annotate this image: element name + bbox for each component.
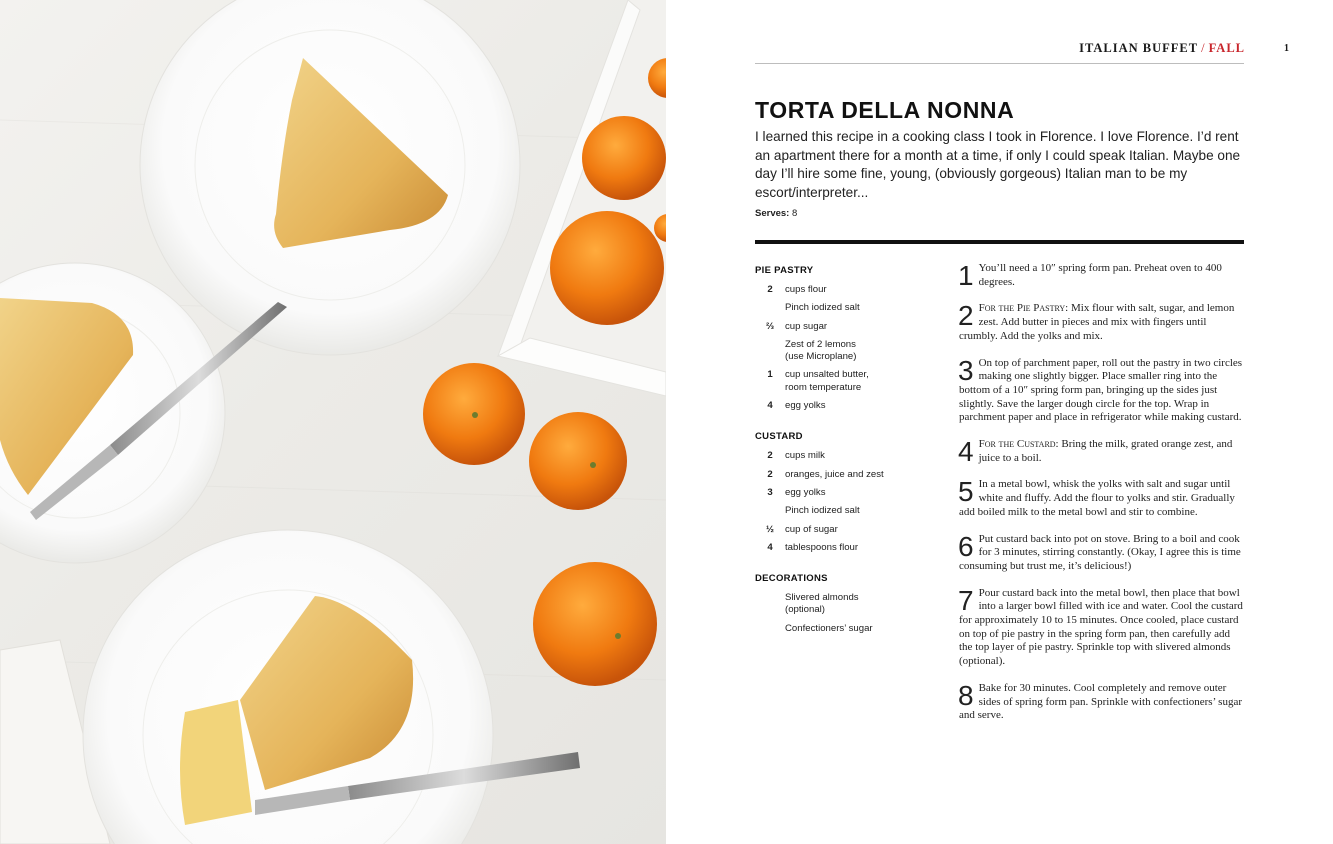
section-divider xyxy=(755,240,1244,244)
step-text: Pour custard back into the metal bowl, then place that bowl into a larger bowl filled with ice and water. Cool the custard for approximately 10 to 15 minutes. Once cooled, place custard on top of pie pastry in the spring form pan, then carefully add the top layer of pie pastry. Sprinkle top with slivered almonds (optional). xyxy=(959,586,1243,668)
ingredient-qty xyxy=(755,623,785,635)
step-text: In a metal bowl, whisk the yolks with salt and sugar until white and fluffy. Add the flour to yolks and stir. Gradually add boiled milk to the metal bowl and stir to combine. xyxy=(959,478,1235,518)
ingredient-name: cup sugar xyxy=(785,320,828,332)
method-steps xyxy=(959,262,1244,736)
method-step xyxy=(959,262,1244,289)
step-number: 1 xyxy=(958,260,974,291)
ingredients-list xyxy=(755,265,955,654)
ingredient-group-heading: PIE PASTRY xyxy=(755,265,814,276)
ingredient-qty xyxy=(755,302,785,314)
step-text: On top of parchment paper, roll out the pastry in two circles making one slightly bigger. Place smaller ring into the bottom of a 10″ spring form pan, bringing up the sides just slightly. Save the larger dough circle for the top. Wrap in parchment paper and place in refrigerator while making custard. xyxy=(959,356,1243,424)
ingredient-name: cups flour xyxy=(785,284,827,295)
ingredient-qty: 4 xyxy=(767,400,773,412)
white-tray-icon xyxy=(498,0,666,396)
ingredient-qty xyxy=(755,505,785,517)
method-step xyxy=(959,302,1244,343)
ingredient-row xyxy=(755,623,955,635)
ingredient-name: cup of sugar xyxy=(785,523,838,535)
ingredient-group-heading: CUSTARD xyxy=(755,431,803,443)
ingredient-row xyxy=(755,487,955,499)
step-number: 5 xyxy=(958,476,974,508)
ingredient-name: cup unsalted butter, room temperature xyxy=(785,369,869,393)
ingredient-row xyxy=(755,592,955,617)
serves-value: 8 xyxy=(791,208,798,219)
ingredient-qty: ½ xyxy=(765,523,774,535)
ingredient-name: cups milk xyxy=(785,450,825,462)
ingredient-name: Slivered almonds (optional) xyxy=(785,592,859,616)
ingredient-row xyxy=(755,339,955,364)
section-title: ITALIAN BUFFET xyxy=(1079,41,1199,55)
ingredient-qty: 2 xyxy=(767,284,773,295)
step-number: 6 xyxy=(958,530,974,562)
method-step xyxy=(958,354,1244,426)
recipe-page xyxy=(666,0,1333,844)
step-number: 4 xyxy=(958,436,974,468)
running-head xyxy=(1079,41,1245,56)
method-step xyxy=(958,679,1244,723)
step-lead: For the Pie Pastry: xyxy=(978,302,1069,315)
ingredient-name: oranges, juice and zest xyxy=(785,468,884,480)
step-text: Bring the milk, grated orange zest, and juice to a boil. xyxy=(978,438,1233,464)
recipe-photo xyxy=(0,0,666,844)
ingredient-group-heading: DECORATIONS xyxy=(755,573,828,585)
recipe-intro: I learned this recipe in a cooking class I took in Florence. I love Florence. I’d rent an apartment there for a month at a time, if only I could speak Italian. Maybe one day I’ll hire some fine, young, (obviously gorgeous) Italian man to be my escort/interpreter... xyxy=(755,129,1241,200)
ingredient-row xyxy=(755,542,955,554)
ingredient-qty: 2 xyxy=(767,450,773,462)
ingredient-name: Confectioners’ sugar xyxy=(785,622,873,634)
step-lead: For the Custard: xyxy=(978,438,1059,451)
serves-line xyxy=(755,208,797,219)
ingredient-qty: 4 xyxy=(767,541,773,553)
method-step xyxy=(958,436,1244,468)
step-number: 2 xyxy=(958,300,974,332)
step-number: 3 xyxy=(958,354,974,386)
serves-label: Serves: xyxy=(755,208,790,219)
ingredient-qty: 1 xyxy=(767,369,773,381)
ingredient-row xyxy=(755,400,955,412)
ingredient-row xyxy=(755,284,955,296)
ingredient-row xyxy=(755,369,955,394)
method-step xyxy=(959,478,1244,519)
ingredient-group-pie-pastry xyxy=(755,265,955,412)
photo-illustration xyxy=(0,0,666,844)
step-number: 8 xyxy=(958,679,974,711)
header-rule xyxy=(755,63,1244,64)
ingredient-name: egg yolks xyxy=(785,400,826,412)
ingredient-qty: ⅔ xyxy=(765,320,774,332)
ingredient-row xyxy=(755,321,955,333)
step-text: Mix flour with salt, sugar, and lemon zest. Add butter in pieces and mix with fingers until crumbly. Add the yolks and mix. xyxy=(959,302,1235,342)
ingredient-name: Zest of 2 lemons (use Microplane) xyxy=(785,338,857,363)
ingredient-row xyxy=(755,505,955,517)
season-label: FALL xyxy=(1208,41,1245,55)
method-step xyxy=(958,530,1244,574)
ingredient-qty: 2 xyxy=(767,468,773,480)
ingredient-row xyxy=(755,450,955,462)
ingredient-group-decorations xyxy=(755,573,955,635)
ingredient-qty: 3 xyxy=(767,486,773,498)
ingredient-row xyxy=(755,469,955,481)
ingredient-name: Pinch iodized salt xyxy=(785,505,860,517)
step-text: You’ll need a 10″ spring form pan. Preheat oven to 400 degrees. xyxy=(978,262,1222,288)
ingredient-name: tablespoons flour xyxy=(785,541,859,553)
step-number: 7 xyxy=(958,584,974,616)
ingredient-group-custard xyxy=(755,431,955,554)
ingredient-name: Pinch iodized salt xyxy=(785,302,860,314)
ingredient-qty xyxy=(755,339,785,364)
section-separator: / xyxy=(1201,41,1206,55)
ingredient-row xyxy=(755,302,955,314)
page-number: 1 xyxy=(1284,43,1289,54)
ingredient-row xyxy=(755,524,955,536)
ingredient-name: egg yolks xyxy=(785,486,826,498)
ingredient-qty xyxy=(755,592,785,617)
recipe-title: TORTA DELLA NONNA xyxy=(755,97,1015,123)
method-step xyxy=(958,584,1244,669)
step-text: Put custard back into pot on stove. Bring to a boil and cook for 3 minutes, stirring constantly. (Okay, I agree this is time consuming but trust me, it’s delicious!) xyxy=(959,532,1241,572)
step-text: Bake for 30 minutes. Cool completely and remove outer sides of spring form pan. Sprinkle with confectioners’ sugar and serve. xyxy=(959,681,1243,722)
